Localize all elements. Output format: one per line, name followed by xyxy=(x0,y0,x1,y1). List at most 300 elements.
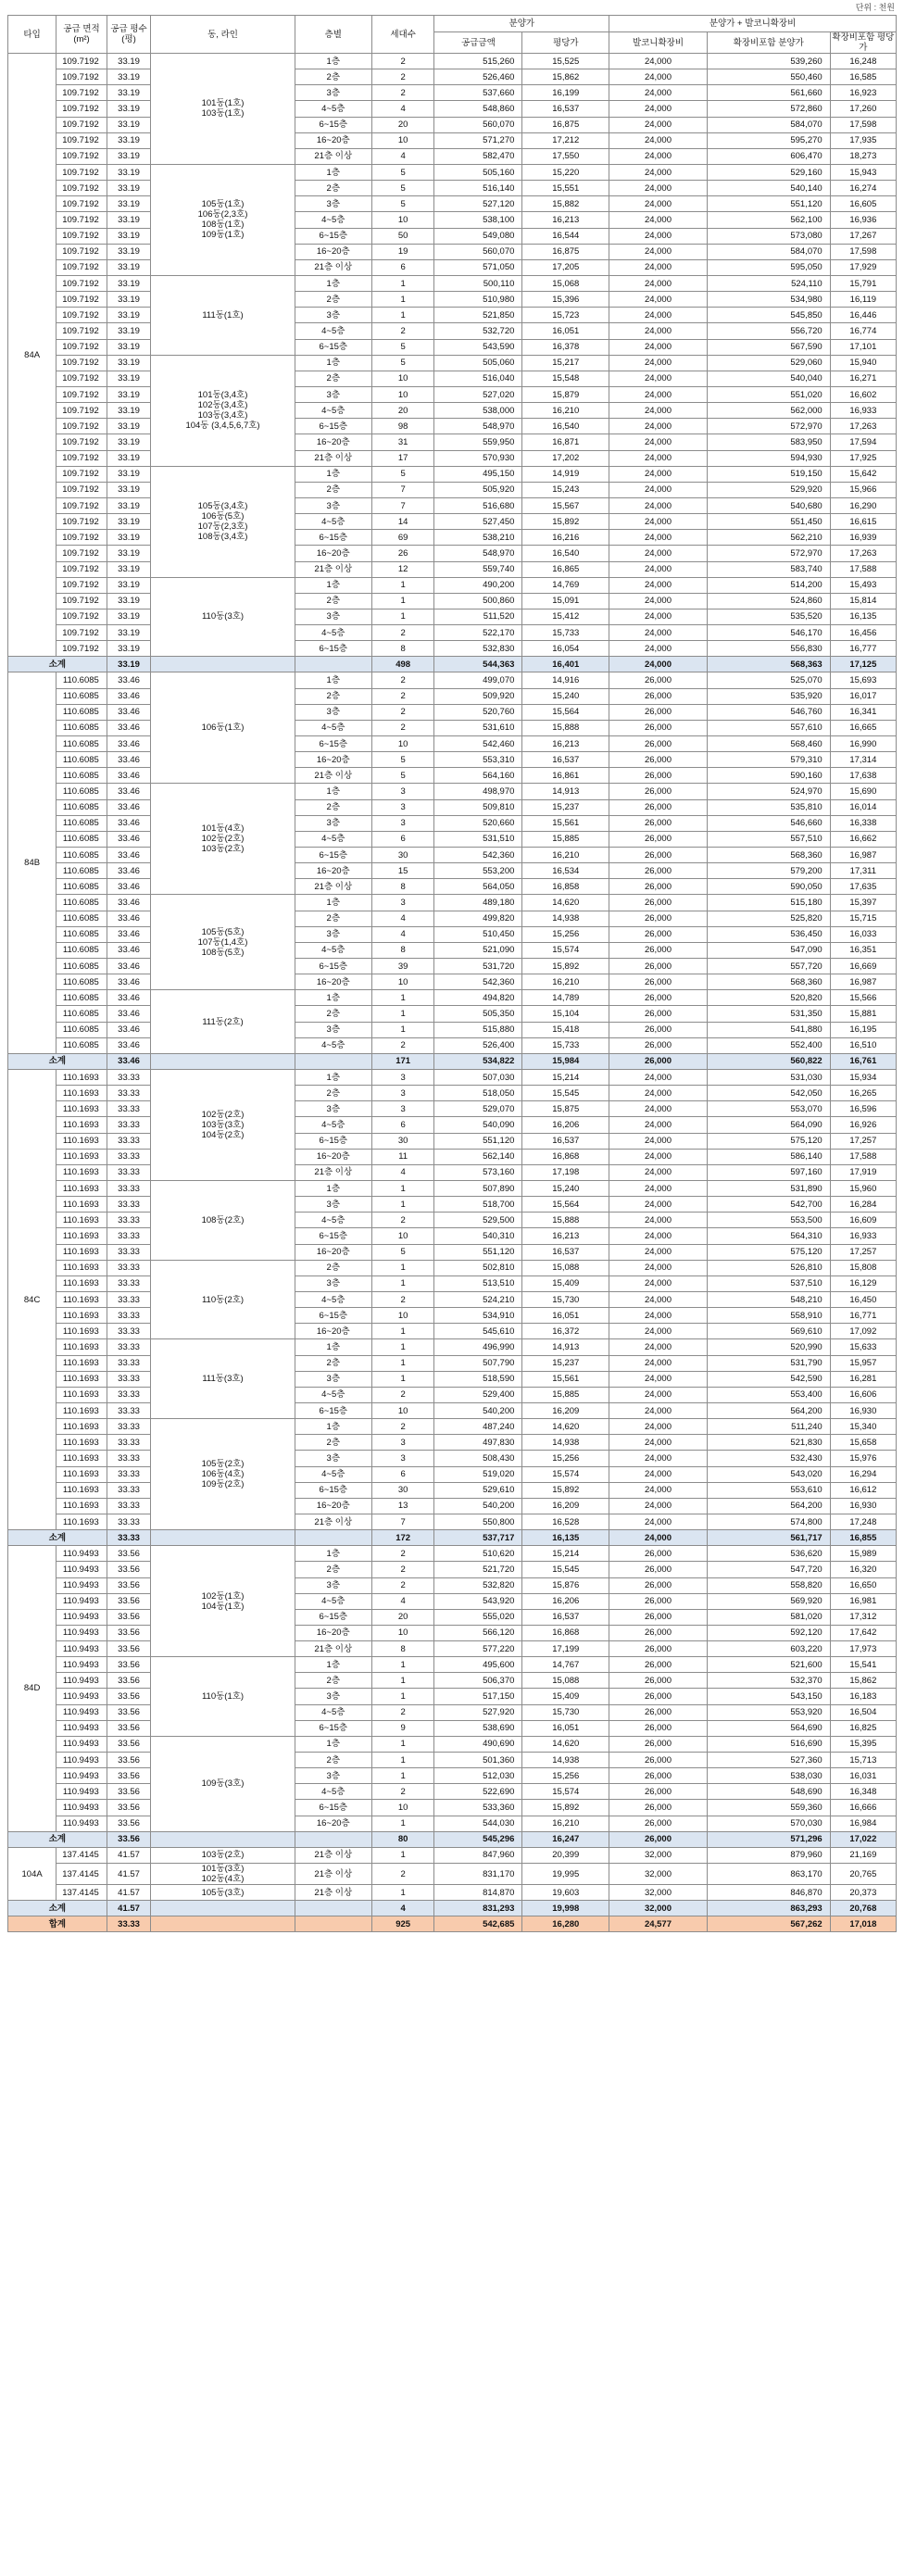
balcony-cell: 24,000 xyxy=(609,117,708,132)
supply-amount-cell: 566,120 xyxy=(434,1625,522,1640)
supply-amount-cell: 500,110 xyxy=(434,275,522,291)
households-cell: 1 xyxy=(371,1673,434,1689)
pyeong-cell: 33.46 xyxy=(107,848,150,863)
floor-cell: 16~20층 xyxy=(295,1244,371,1260)
supply-amount-cell: 490,200 xyxy=(434,577,522,593)
pyeong-cell: 33.19 xyxy=(107,514,150,530)
incl-pyeong-cell: 16,936 xyxy=(830,212,896,228)
pyeong-cell: 33.46 xyxy=(107,720,150,735)
table-row xyxy=(8,736,897,752)
households-cell: 2 xyxy=(371,1291,434,1307)
households-cell: 1 xyxy=(371,1847,434,1863)
balcony-cell: 24,000 xyxy=(609,132,708,148)
balcony-cell: 24,000 xyxy=(609,196,708,212)
subtotal-households: 80 xyxy=(371,1831,434,1847)
incl-pyeong-cell: 16,119 xyxy=(830,292,896,308)
balcony-cell: 24,000 xyxy=(609,212,708,228)
pyeong-price-cell: 14,919 xyxy=(522,466,609,482)
area-cell: 110.9493 xyxy=(56,1577,107,1593)
pyeong-cell: 33.33 xyxy=(107,1275,150,1291)
balcony-cell: 24,000 xyxy=(609,625,708,641)
incl-price-cell: 537,510 xyxy=(707,1275,830,1291)
floor-cell: 21층 이상 xyxy=(295,148,371,164)
floor-cell: 21층 이상 xyxy=(295,561,371,577)
subtotal-blank xyxy=(151,1530,295,1546)
incl-price-cell: 515,180 xyxy=(707,895,830,911)
dong-cell: 105동(1호) 106동(2,3호) 108동(1호) 109동(1호) xyxy=(151,164,295,275)
balcony-cell: 26,000 xyxy=(609,720,708,735)
area-cell: 137.4145 xyxy=(56,1847,107,1863)
pyeong-price-cell: 14,769 xyxy=(522,577,609,593)
incl-pyeong-cell: 16,585 xyxy=(830,69,896,85)
balcony-cell: 24,000 xyxy=(609,101,708,117)
incl-pyeong-cell: 17,314 xyxy=(830,752,896,768)
balcony-cell: 24,000 xyxy=(609,577,708,593)
floor-cell: 1층 xyxy=(295,577,371,593)
balcony-cell: 24,000 xyxy=(609,1402,708,1418)
pyeong-price-cell: 15,214 xyxy=(522,1070,609,1086)
area-cell: 110.9493 xyxy=(56,1546,107,1562)
supply-amount-cell: 489,180 xyxy=(434,895,522,911)
floor-cell: 2층 xyxy=(295,1260,371,1275)
incl-pyeong-cell: 16,602 xyxy=(830,386,896,402)
pyeong-cell: 33.33 xyxy=(107,1482,150,1498)
incl-price-cell: 540,140 xyxy=(707,181,830,196)
supply-amount-cell: 515,260 xyxy=(434,54,522,69)
balcony-cell: 26,000 xyxy=(609,1022,708,1037)
households-cell: 1 xyxy=(371,1753,434,1768)
incl-price-cell: 521,830 xyxy=(707,1435,830,1451)
pyeong-cell: 33.46 xyxy=(107,1022,150,1037)
area-cell: 109.7192 xyxy=(56,101,107,117)
pyeong-cell: 33.19 xyxy=(107,371,150,386)
incl-pyeong-cell: 17,919 xyxy=(830,1164,896,1180)
area-cell: 109.7192 xyxy=(56,530,107,546)
pyeong-price-cell: 15,256 xyxy=(522,926,609,942)
incl-pyeong-cell: 15,566 xyxy=(830,990,896,1006)
balcony-cell: 24,000 xyxy=(609,434,708,450)
area-cell: 110.1693 xyxy=(56,1228,107,1244)
incl-price-cell: 564,310 xyxy=(707,1228,830,1244)
balcony-cell: 24,000 xyxy=(609,355,708,371)
households-cell: 5 xyxy=(371,466,434,482)
pyeong-cell: 33.33 xyxy=(107,1117,150,1133)
subtotal-pyeong-price: 15,984 xyxy=(522,1053,609,1069)
pyeong-price-cell: 19,603 xyxy=(522,1885,609,1901)
table-row xyxy=(8,1753,897,1768)
area-cell: 110.9493 xyxy=(56,1753,107,1768)
balcony-cell: 24,000 xyxy=(609,308,708,323)
table-row xyxy=(8,911,897,926)
area-cell: 110.9493 xyxy=(56,1609,107,1625)
area-cell: 109.7192 xyxy=(56,577,107,593)
table-row xyxy=(8,308,897,323)
subtotal-incl-price: 568,363 xyxy=(707,657,830,672)
floor-cell: 1층 xyxy=(295,1736,371,1752)
area-cell: 109.7192 xyxy=(56,403,107,419)
pyeong-cell: 33.56 xyxy=(107,1562,150,1577)
table-row xyxy=(8,974,897,990)
pyeong-price-cell: 15,396 xyxy=(522,292,609,308)
balcony-cell: 24,000 xyxy=(609,1070,708,1086)
supply-amount-cell: 538,100 xyxy=(434,212,522,228)
dong-cell: 110동(1호) xyxy=(151,1657,295,1737)
floor-cell: 16~20층 xyxy=(295,974,371,990)
area-cell: 109.7192 xyxy=(56,466,107,482)
incl-pyeong-cell: 16,669 xyxy=(830,959,896,974)
supply-amount-cell: 510,980 xyxy=(434,292,522,308)
pyeong-cell: 41.57 xyxy=(107,1864,150,1885)
households-cell: 1 xyxy=(371,1022,434,1037)
table-row xyxy=(8,244,897,259)
pyeong-cell: 33.19 xyxy=(107,275,150,291)
incl-price-cell: 564,690 xyxy=(707,1720,830,1736)
floor-cell: 1층 xyxy=(295,1419,371,1435)
table-row xyxy=(8,101,897,117)
incl-pyeong-cell: 17,598 xyxy=(830,117,896,132)
incl-pyeong-cell: 15,713 xyxy=(830,1753,896,1768)
area-cell: 110.6085 xyxy=(56,863,107,879)
balcony-cell: 24,000 xyxy=(609,54,708,69)
area-cell: 110.9493 xyxy=(56,1593,107,1609)
incl-pyeong-cell: 16,771 xyxy=(830,1308,896,1324)
supply-amount-cell: 540,310 xyxy=(434,1228,522,1244)
incl-pyeong-cell: 17,267 xyxy=(830,228,896,244)
table-row xyxy=(8,609,897,624)
households-cell: 5 xyxy=(371,768,434,784)
incl-pyeong-cell: 15,989 xyxy=(830,1546,896,1562)
balcony-cell: 24,000 xyxy=(609,1324,708,1339)
area-cell: 110.1693 xyxy=(56,1213,107,1228)
supply-amount-cell: 577,220 xyxy=(434,1641,522,1657)
incl-price-cell: 552,400 xyxy=(707,1037,830,1053)
supply-amount-cell: 543,590 xyxy=(434,339,522,355)
households-cell: 2 xyxy=(371,672,434,688)
total-pyeong: 33.33 xyxy=(107,1916,150,1932)
total-supply-amount: 542,685 xyxy=(434,1916,522,1932)
incl-pyeong-cell: 16,923 xyxy=(830,85,896,101)
supply-amount-cell: 540,200 xyxy=(434,1498,522,1514)
floor-cell: 4~5층 xyxy=(295,514,371,530)
balcony-cell: 26,000 xyxy=(609,1736,708,1752)
table-header xyxy=(8,16,897,54)
supply-amount-cell: 540,090 xyxy=(434,1117,522,1133)
incl-price-cell: 595,270 xyxy=(707,132,830,148)
pyeong-cell: 33.56 xyxy=(107,1657,150,1673)
table-row xyxy=(8,704,897,720)
area-cell: 110.6085 xyxy=(56,688,107,704)
pyeong-price-cell: 15,409 xyxy=(522,1275,609,1291)
supply-amount-cell: 509,810 xyxy=(434,799,522,815)
pyeong-cell: 33.19 xyxy=(107,386,150,402)
households-cell: 10 xyxy=(371,1402,434,1418)
incl-price-cell: 542,590 xyxy=(707,1371,830,1387)
pyeong-cell: 33.33 xyxy=(107,1402,150,1418)
pyeong-cell: 33.33 xyxy=(107,1149,150,1164)
area-cell: 110.1693 xyxy=(56,1244,107,1260)
area-cell: 110.9493 xyxy=(56,1641,107,1657)
table-row xyxy=(8,1339,897,1355)
pyeong-cell: 33.46 xyxy=(107,736,150,752)
incl-pyeong-cell: 16,183 xyxy=(830,1689,896,1704)
table-row xyxy=(8,1419,897,1435)
pyeong-cell: 33.19 xyxy=(107,132,150,148)
incl-price-cell: 568,360 xyxy=(707,974,830,990)
supply-amount-cell: 533,360 xyxy=(434,1800,522,1816)
area-cell: 110.9493 xyxy=(56,1625,107,1640)
incl-pyeong-cell: 16,351 xyxy=(830,942,896,958)
households-cell: 4 xyxy=(371,1164,434,1180)
balcony-cell: 24,000 xyxy=(609,497,708,513)
area-cell: 110.1693 xyxy=(56,1482,107,1498)
subtotal-pyeong-price: 16,247 xyxy=(522,1831,609,1847)
pyeong-price-cell: 16,537 xyxy=(522,1244,609,1260)
area-cell: 109.7192 xyxy=(56,514,107,530)
balcony-cell: 24,000 xyxy=(609,228,708,244)
balcony-cell: 26,000 xyxy=(609,752,708,768)
supply-amount-cell: 559,950 xyxy=(434,434,522,450)
floor-cell: 16~20층 xyxy=(295,863,371,879)
area-cell: 110.1693 xyxy=(56,1324,107,1339)
balcony-cell: 24,000 xyxy=(609,1133,708,1149)
supply-amount-cell: 511,520 xyxy=(434,609,522,624)
pyeong-price-cell: 16,540 xyxy=(522,419,609,434)
pyeong-cell: 33.46 xyxy=(107,768,150,784)
subtotal-balcony: 26,000 xyxy=(609,1831,708,1847)
pyeong-price-cell: 15,088 xyxy=(522,1260,609,1275)
floor-cell: 16~20층 xyxy=(295,1816,371,1831)
header-pyeong-price: 평당가 xyxy=(522,32,609,54)
header-area: 공급 면적 (m²) xyxy=(56,16,107,54)
pyeong-cell: 33.19 xyxy=(107,339,150,355)
pyeong-price-cell: 14,620 xyxy=(522,1419,609,1435)
table-row xyxy=(8,514,897,530)
table-row xyxy=(8,69,897,85)
subtotal-supply-amount: 831,293 xyxy=(434,1901,522,1916)
supply-amount-cell: 501,360 xyxy=(434,1753,522,1768)
pyeong-price-cell: 15,733 xyxy=(522,625,609,641)
floor-cell: 2층 xyxy=(295,371,371,386)
balcony-cell: 24,000 xyxy=(609,482,708,497)
households-cell: 1 xyxy=(371,1006,434,1022)
incl-pyeong-cell: 16,933 xyxy=(830,403,896,419)
pyeong-cell: 33.46 xyxy=(107,799,150,815)
floor-cell: 16~20층 xyxy=(295,546,371,561)
balcony-cell: 26,000 xyxy=(609,1641,708,1657)
balcony-cell: 24,000 xyxy=(609,1451,708,1466)
incl-price-cell: 548,690 xyxy=(707,1784,830,1800)
incl-pyeong-cell: 16,338 xyxy=(830,815,896,831)
incl-price-cell: 574,800 xyxy=(707,1514,830,1529)
households-cell: 10 xyxy=(371,1228,434,1244)
subtotal-households: 172 xyxy=(371,1530,434,1546)
area-cell: 109.7192 xyxy=(56,308,107,323)
table-row xyxy=(8,1164,897,1180)
incl-pyeong-cell: 15,397 xyxy=(830,895,896,911)
pyeong-cell: 33.19 xyxy=(107,434,150,450)
header-incl-price: 확장비포함 분양가 xyxy=(707,32,830,54)
subtotal-incl-price: 561,717 xyxy=(707,1530,830,1546)
incl-price-cell: 846,870 xyxy=(707,1885,830,1901)
balcony-cell: 24,000 xyxy=(609,164,708,180)
pyeong-cell: 33.19 xyxy=(107,164,150,180)
area-cell: 110.9493 xyxy=(56,1784,107,1800)
supply-amount-cell: 549,080 xyxy=(434,228,522,244)
pyeong-cell: 33.33 xyxy=(107,1435,150,1451)
table-row xyxy=(8,784,897,799)
area-cell: 110.6085 xyxy=(56,990,107,1006)
households-cell: 2 xyxy=(371,69,434,85)
supply-amount-cell: 505,160 xyxy=(434,164,522,180)
pyeong-price-cell: 16,213 xyxy=(522,736,609,752)
table-row xyxy=(8,879,897,895)
floor-cell: 2층 xyxy=(295,1753,371,1768)
floor-cell: 6~15층 xyxy=(295,339,371,355)
supply-amount-cell: 538,000 xyxy=(434,403,522,419)
table-row xyxy=(8,1609,897,1625)
pyeong-price-cell: 15,882 xyxy=(522,196,609,212)
floor-cell: 3층 xyxy=(295,1371,371,1387)
area-cell: 110.1693 xyxy=(56,1339,107,1355)
pyeong-cell: 33.33 xyxy=(107,1291,150,1307)
incl-price-cell: 551,120 xyxy=(707,196,830,212)
pyeong-price-cell: 15,256 xyxy=(522,1451,609,1466)
incl-price-cell: 529,920 xyxy=(707,482,830,497)
supply-amount-cell: 529,500 xyxy=(434,1213,522,1228)
pyeong-price-cell: 15,879 xyxy=(522,386,609,402)
incl-pyeong-cell: 15,808 xyxy=(830,1260,896,1275)
type-cell: 84B xyxy=(8,672,56,1053)
incl-pyeong-cell: 16,135 xyxy=(830,609,896,624)
incl-pyeong-cell: 16,248 xyxy=(830,54,896,69)
supply-amount-cell: 494,820 xyxy=(434,990,522,1006)
area-cell: 109.7192 xyxy=(56,497,107,513)
pyeong-price-cell: 16,216 xyxy=(522,530,609,546)
subtotal-pyeong-price: 16,135 xyxy=(522,1530,609,1546)
incl-pyeong-cell: 16,939 xyxy=(830,530,896,546)
supply-amount-cell: 508,430 xyxy=(434,1451,522,1466)
area-cell: 109.7192 xyxy=(56,371,107,386)
pyeong-cell: 33.19 xyxy=(107,561,150,577)
pyeong-cell: 33.46 xyxy=(107,895,150,911)
floor-cell: 2층 xyxy=(295,1435,371,1451)
incl-price-cell: 527,360 xyxy=(707,1753,830,1768)
incl-price-cell: 516,690 xyxy=(707,1736,830,1752)
pyeong-price-cell: 16,865 xyxy=(522,561,609,577)
table-row xyxy=(8,1228,897,1244)
households-cell: 5 xyxy=(371,355,434,371)
area-cell: 109.7192 xyxy=(56,323,107,339)
subtotal-incl-price: 863,293 xyxy=(707,1901,830,1916)
table-row xyxy=(8,371,897,386)
dong-cell: 105동(3호) xyxy=(151,1885,295,1901)
incl-pyeong-cell: 15,960 xyxy=(830,1180,896,1196)
supply-amount-cell: 544,030 xyxy=(434,1816,522,1831)
balcony-cell: 26,000 xyxy=(609,879,708,895)
incl-pyeong-cell: 15,340 xyxy=(830,1419,896,1435)
pyeong-cell: 33.19 xyxy=(107,546,150,561)
households-cell: 5 xyxy=(371,181,434,196)
supply-amount-cell: 560,070 xyxy=(434,244,522,259)
supply-amount-cell: 531,610 xyxy=(434,720,522,735)
floor-cell: 16~20층 xyxy=(295,1498,371,1514)
households-cell: 10 xyxy=(371,974,434,990)
incl-price-cell: 546,170 xyxy=(707,625,830,641)
balcony-cell: 24,000 xyxy=(609,1355,708,1371)
table-row xyxy=(8,990,897,1006)
households-cell: 20 xyxy=(371,1609,434,1625)
table-row xyxy=(8,497,897,513)
table-row xyxy=(8,148,897,164)
floor-cell: 4~5층 xyxy=(295,831,371,847)
supply-amount-cell: 490,690 xyxy=(434,1736,522,1752)
total-balcony: 24,577 xyxy=(609,1916,708,1932)
supply-amount-cell: 505,060 xyxy=(434,355,522,371)
households-cell: 4 xyxy=(371,1593,434,1609)
incl-pyeong-cell: 17,101 xyxy=(830,339,896,355)
incl-price-cell: 536,450 xyxy=(707,926,830,942)
pyeong-cell: 33.19 xyxy=(107,117,150,132)
incl-pyeong-cell: 16,825 xyxy=(830,1720,896,1736)
table-row xyxy=(8,1625,897,1640)
pyeong-price-cell: 15,240 xyxy=(522,688,609,704)
pyeong-price-cell: 16,868 xyxy=(522,1625,609,1640)
pyeong-cell: 33.19 xyxy=(107,259,150,275)
subtotal-label: 소계 xyxy=(8,1831,107,1847)
pyeong-cell: 33.46 xyxy=(107,752,150,768)
incl-pyeong-cell: 16,981 xyxy=(830,1593,896,1609)
area-cell: 110.6085 xyxy=(56,831,107,847)
pyeong-price-cell: 14,913 xyxy=(522,1339,609,1355)
pyeong-cell: 33.33 xyxy=(107,1260,150,1275)
pyeong-price-cell: 15,574 xyxy=(522,1466,609,1482)
table-row xyxy=(8,1784,897,1800)
subtotal-incl-pyeong: 17,125 xyxy=(830,657,896,672)
floor-cell: 3층 xyxy=(295,1197,371,1213)
incl-pyeong-cell: 15,493 xyxy=(830,577,896,593)
incl-price-cell: 557,510 xyxy=(707,831,830,847)
pyeong-price-cell: 17,550 xyxy=(522,148,609,164)
supply-amount-cell: 522,170 xyxy=(434,625,522,641)
table-row xyxy=(8,768,897,784)
subtotal-blank xyxy=(295,1530,371,1546)
floor-cell: 3층 xyxy=(295,1689,371,1704)
incl-price-cell: 542,050 xyxy=(707,1086,830,1101)
households-cell: 7 xyxy=(371,1514,434,1529)
area-cell: 110.1693 xyxy=(56,1260,107,1275)
subtotal-balcony: 24,000 xyxy=(609,657,708,672)
subtotal-pyeong: 33.46 xyxy=(107,1053,150,1069)
pyeong-cell: 33.46 xyxy=(107,831,150,847)
pyeong-price-cell: 15,888 xyxy=(522,1213,609,1228)
incl-pyeong-cell: 15,881 xyxy=(830,1006,896,1022)
floor-cell: 6~15층 xyxy=(295,1720,371,1736)
balcony-cell: 24,000 xyxy=(609,275,708,291)
incl-price-cell: 511,240 xyxy=(707,1419,830,1435)
table-row xyxy=(8,641,897,657)
table-row xyxy=(8,1800,897,1816)
dong-cell: 101동(4호) 102동(2호) 103동(2호) xyxy=(151,784,295,895)
supply-amount-cell: 831,170 xyxy=(434,1864,522,1885)
pyeong-price-cell: 15,564 xyxy=(522,704,609,720)
table-row xyxy=(8,386,897,402)
area-cell: 110.1693 xyxy=(56,1371,107,1387)
dong-cell: 110동(2호) xyxy=(151,1260,295,1339)
households-cell: 1 xyxy=(371,1768,434,1784)
pyeong-cell: 33.19 xyxy=(107,577,150,593)
pyeong-price-cell: 15,892 xyxy=(522,1482,609,1498)
incl-price-cell: 606,470 xyxy=(707,148,830,164)
